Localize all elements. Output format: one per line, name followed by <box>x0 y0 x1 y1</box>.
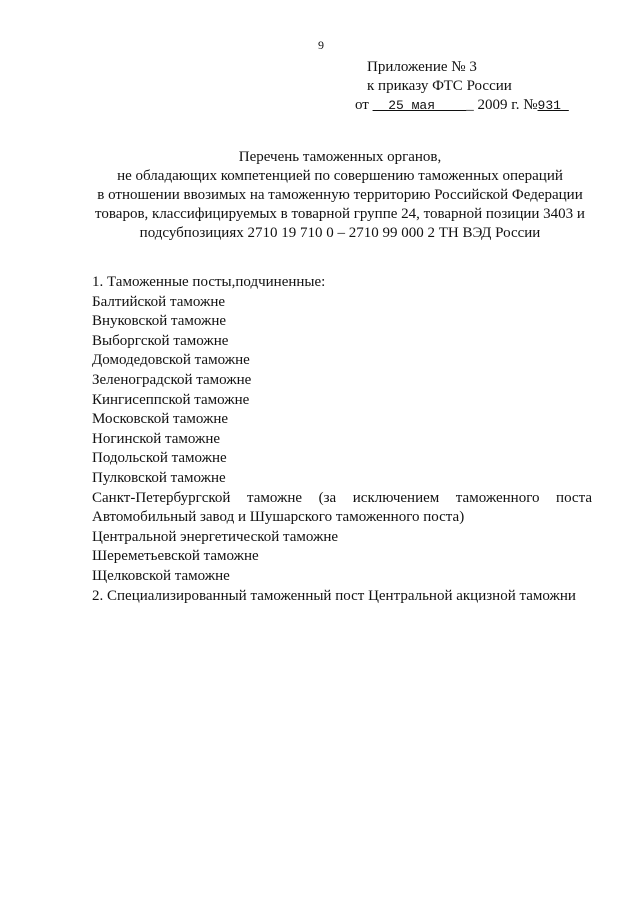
appendix-order-reference: к приказу ФТС России <box>367 78 512 94</box>
appendix-date-line <box>355 96 569 115</box>
list-item: Домодедовской таможне <box>92 352 250 369</box>
date-day-handwritten: __25_мая____ <box>372 98 467 113</box>
list-item-2: 2. Специализированный таможенный пост Центральной акцизной таможни <box>92 587 576 604</box>
title-line: Перечень таможенных органов, <box>238 149 442 165</box>
list-item-1-heading: 1. Таможенные посты,подчиненные: <box>92 274 326 290</box>
title-line: подсубпозициях 2710 19 710 0 – 2710 99 000 2 ТН ВЭД России <box>139 225 541 241</box>
list-item: Выборгской таможне <box>92 332 229 349</box>
list-item: Балтийской таможне <box>92 293 226 310</box>
list-item: Кингисеппской таможне <box>92 391 250 408</box>
appendix-header <box>355 58 569 115</box>
customs-list <box>92 273 592 606</box>
title-line: товаров, классифицируемых в товарной группе 24, товарной позиции 3403 и <box>95 206 585 222</box>
order-number-handwritten: 931_ <box>537 98 569 113</box>
list-item: Пулковской таможне <box>92 469 226 486</box>
list-item-spb-line2: Автомобильный завод и Шушарского таможенного поста) <box>92 509 465 526</box>
document-title <box>80 148 600 243</box>
list-item: Центральной энергетической таможне <box>92 528 339 545</box>
list-item: Ногинской таможне <box>92 430 221 447</box>
title-line: не обладающих компетенцией по совершению таможенных операций <box>117 168 563 184</box>
list-item: Щелковской таможне <box>92 567 230 584</box>
page-number: 9 <box>318 38 324 52</box>
appendix-title: Приложение № 3 <box>367 59 477 75</box>
date-prefix: от <box>355 97 369 113</box>
list-item: Шереметьевской таможне <box>92 548 259 565</box>
list-item: Внуковской таможне <box>92 313 227 330</box>
list-item: Московской таможне <box>92 411 229 428</box>
list-item: Подольской таможне <box>92 450 227 467</box>
title-line: в отношении ввозимых на таможенную территорию Российской Федерации <box>97 187 583 203</box>
list-item: Зеленоградской таможне <box>92 371 252 388</box>
list-item-spb-line1: Санкт-Петербургской таможне (за исключением таможенного поста <box>92 489 592 506</box>
date-year: _ 2009 г. № <box>466 97 538 113</box>
